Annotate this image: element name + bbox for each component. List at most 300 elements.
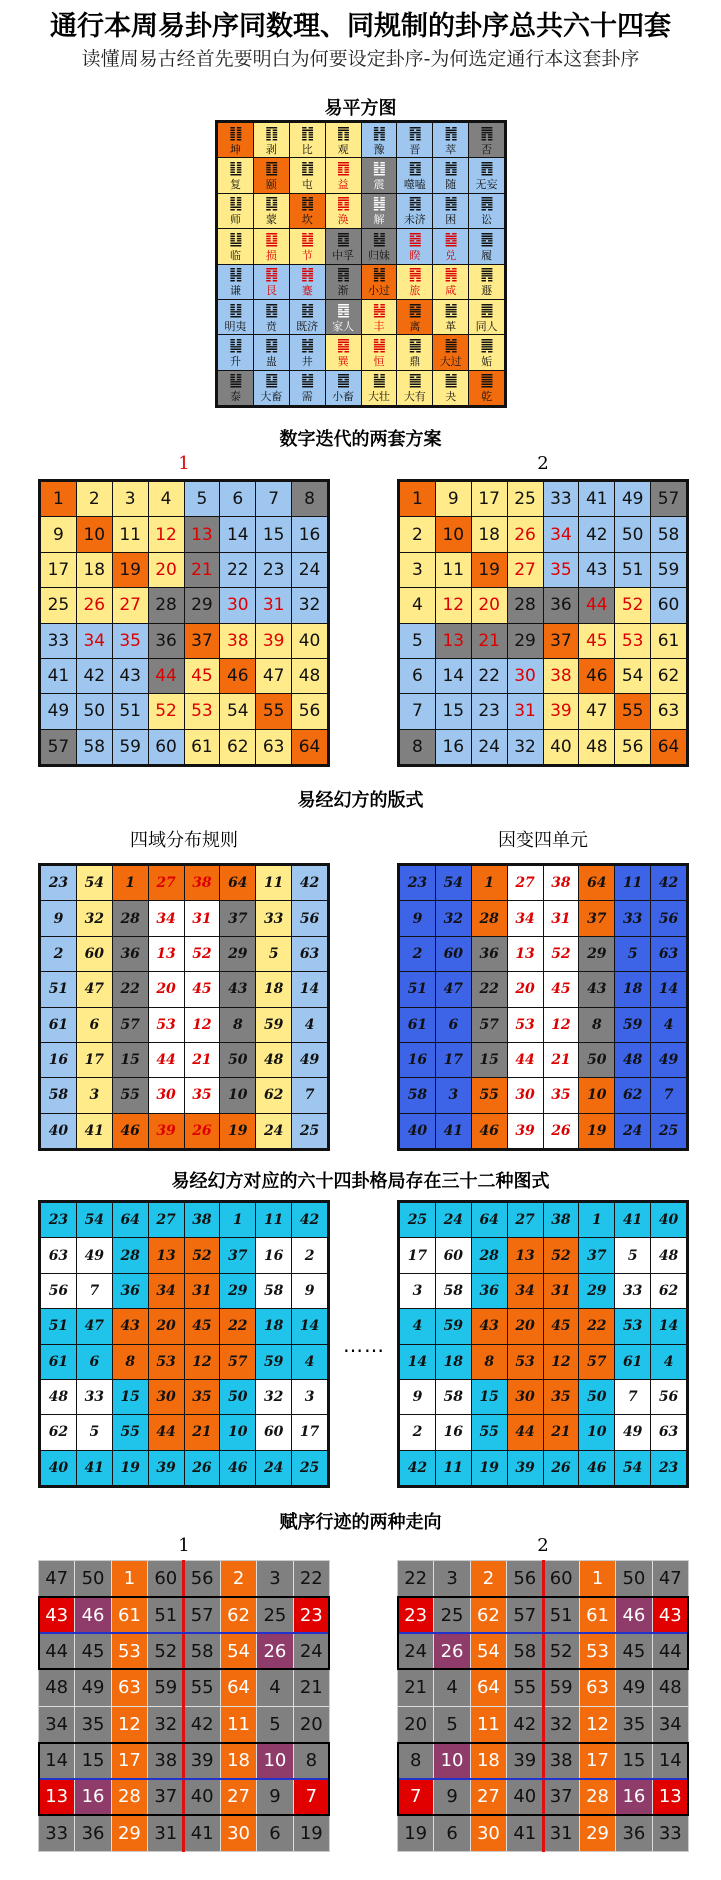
magic-number-cell: 2 xyxy=(400,937,435,971)
number-cell: 56 xyxy=(615,730,650,764)
path-number-cell: 42 xyxy=(507,1707,542,1742)
number-cell: 23 xyxy=(256,553,291,587)
magic-number-cell: 27 xyxy=(149,866,184,900)
hexagram-name: 丰 xyxy=(373,319,385,333)
hexagram-cell xyxy=(290,123,325,157)
form-number-cell: 41 xyxy=(615,1203,650,1237)
number-cell: 7 xyxy=(400,694,435,728)
hexagram-symbol: ䷌ xyxy=(480,300,493,319)
path-number-cell: 12 xyxy=(580,1707,615,1742)
form-number-cell: 58 xyxy=(436,1274,471,1308)
hexagram-cell xyxy=(218,158,253,192)
path-number-cell: 24 xyxy=(294,1634,329,1669)
path-number-cell: 10 xyxy=(434,1743,469,1778)
path-number-cell: 15 xyxy=(616,1743,651,1778)
number-cell: 33 xyxy=(544,482,579,516)
form-number-cell: 24 xyxy=(256,1451,291,1485)
number-cell: 28 xyxy=(508,588,543,622)
path-number-cell: 1 xyxy=(112,1561,147,1596)
hexagram-name: 豫 xyxy=(373,142,385,156)
hexagram-name: 临 xyxy=(229,248,241,262)
form-number-cell: 26 xyxy=(544,1451,579,1485)
path-number-cell: 28 xyxy=(580,1779,615,1814)
path-number-cell: 39 xyxy=(185,1743,220,1778)
form-number-cell: 55 xyxy=(113,1415,148,1449)
hexagram-cell xyxy=(326,335,361,369)
hexagram-name: 革 xyxy=(445,319,457,333)
magic-number-cell: 47 xyxy=(77,972,112,1006)
number-cell: 56 xyxy=(292,694,327,728)
number-cell: 31 xyxy=(256,588,291,622)
hexagram-cell xyxy=(362,123,397,157)
form-number-cell: 27 xyxy=(508,1203,543,1237)
form-number-cell: 34 xyxy=(149,1274,184,1308)
form-number-cell: 64 xyxy=(113,1203,148,1237)
path-number-cell: 21 xyxy=(398,1670,433,1705)
main-title: 通行本周易卦序同数理、同规制的卦序总共六十四套 xyxy=(50,11,671,42)
number-cell: 31 xyxy=(508,694,543,728)
number-cell: 20 xyxy=(149,553,184,587)
hexagram-cell xyxy=(469,194,504,228)
form-number-cell: 23 xyxy=(41,1203,76,1237)
hexagram-name: 渐 xyxy=(337,284,349,298)
hexagram-name: 明夷 xyxy=(224,319,247,333)
magic-number-cell: 18 xyxy=(256,972,291,1006)
hexagram-symbol: ䷸ xyxy=(336,335,350,354)
path-number-cell: 5 xyxy=(434,1707,469,1742)
number-cell: 35 xyxy=(113,624,148,658)
number-cell: 12 xyxy=(436,588,471,622)
hexagram-name: 解 xyxy=(373,213,385,227)
path-1-label: 1 xyxy=(178,1535,190,1556)
number-cell: 30 xyxy=(508,659,543,693)
number-cell: 46 xyxy=(579,659,614,693)
form-number-cell: 12 xyxy=(185,1345,220,1379)
hexagram-symbol: ䷨ xyxy=(265,229,278,248)
form-number-cell: 22 xyxy=(220,1309,255,1343)
hexagram-name: 同人 xyxy=(475,319,498,333)
path-number-cell: 11 xyxy=(471,1707,506,1742)
path-number-cell: 56 xyxy=(185,1561,220,1596)
magic-number-cell: 30 xyxy=(149,1078,184,1112)
hexagram-symbol: ䷀ xyxy=(480,371,493,390)
hexagram-cell xyxy=(433,229,468,263)
path-number-cell: 45 xyxy=(75,1634,110,1669)
plan-1-label: 1 xyxy=(178,453,190,474)
path-number-cell: 33 xyxy=(653,1816,688,1851)
hexagram-cell xyxy=(397,194,432,228)
hexagram-name: 颐 xyxy=(265,178,277,192)
magic-number-cell: 56 xyxy=(651,901,686,935)
hexagram-symbol: ䷾ xyxy=(300,300,314,319)
path-number-cell: 7 xyxy=(294,1779,329,1814)
form-number-cell: 28 xyxy=(472,1238,507,1272)
form-number-cell: 17 xyxy=(400,1238,435,1272)
path-number-cell: 58 xyxy=(507,1634,542,1669)
subtitle: 读懂周易古经首先要明白为何要设定卦序-为何选定通行本这套卦序 xyxy=(81,48,640,70)
number-cell: 3 xyxy=(400,553,435,587)
form-number-cell: 7 xyxy=(615,1380,650,1414)
hexagram-square-grid xyxy=(215,120,507,408)
hexagram-cell xyxy=(326,229,361,263)
hexagram-cell xyxy=(397,229,432,263)
hexagram-name: 涣 xyxy=(337,213,349,227)
hexagram-cell xyxy=(290,335,325,369)
magic-number-cell: 54 xyxy=(77,866,112,900)
magic-number-cell: 52 xyxy=(544,937,579,971)
number-cell: 13 xyxy=(185,517,220,551)
magic-number-cell: 3 xyxy=(77,1078,112,1112)
hexagram-symbol: ䷓ xyxy=(336,123,350,142)
hexagram-symbol: ䷷ xyxy=(408,265,422,284)
forms-title: 易经幻方对应的六十四卦格局存在三十二种图式 xyxy=(171,1171,550,1192)
magic-number-cell: 15 xyxy=(113,1043,148,1077)
magic-number-cell: 34 xyxy=(508,901,543,935)
magic-number-cell: 55 xyxy=(472,1078,507,1112)
hexagram-name: 旅 xyxy=(409,284,421,298)
magic-number-cell: 52 xyxy=(185,937,220,971)
hexagram-symbol: ䷔ xyxy=(408,159,422,178)
form-number-cell: 46 xyxy=(579,1451,614,1485)
magic-number-cell: 28 xyxy=(472,901,507,935)
path-number-cell: 26 xyxy=(434,1634,469,1669)
hexagram-cell xyxy=(433,371,468,405)
form-number-cell: 7 xyxy=(77,1274,112,1308)
hexagram-symbol: ䷇ xyxy=(300,123,314,142)
number-cell: 22 xyxy=(220,553,255,587)
path-number-cell: 36 xyxy=(75,1816,110,1851)
number-cell: 52 xyxy=(615,588,650,622)
magic-number-cell: 39 xyxy=(508,1114,543,1148)
hexagram-name: 兑 xyxy=(445,248,457,262)
magic-number-cell: 33 xyxy=(256,901,291,935)
magic-number-cell: 15 xyxy=(472,1043,507,1077)
lower-block-outline xyxy=(38,1742,330,1816)
form-number-cell: 37 xyxy=(579,1238,614,1272)
hexagram-cell xyxy=(362,335,397,369)
number-cell: 40 xyxy=(292,624,327,658)
form-number-cell: 61 xyxy=(41,1345,76,1379)
path-2-label: 2 xyxy=(537,1535,549,1556)
magic-number-cell: 21 xyxy=(185,1043,220,1077)
magic-number-cell: 63 xyxy=(651,937,686,971)
hexagram-symbol: ䷳ xyxy=(265,265,278,284)
number-cell: 58 xyxy=(77,730,112,764)
hexagram-cell xyxy=(433,158,468,192)
number-cell: 37 xyxy=(544,624,579,658)
path-number-cell: 18 xyxy=(471,1743,506,1778)
number-cell: 30 xyxy=(220,588,255,622)
hexagram-name: 遯 xyxy=(481,284,493,298)
path-number-cell: 55 xyxy=(507,1670,542,1705)
hexagram-name: 大畜 xyxy=(260,390,283,404)
magic-number-cell: 13 xyxy=(149,937,184,971)
hexagram-symbol: ䷵ xyxy=(372,229,386,248)
hexagram-symbol: ䷩ xyxy=(336,159,350,178)
hexagram-symbol: ䷼ xyxy=(336,229,350,248)
hexagram-symbol: ䷹ xyxy=(444,229,457,248)
form-number-cell: 11 xyxy=(436,1451,471,1485)
number-cell: 32 xyxy=(292,588,327,622)
number-cell: 19 xyxy=(472,553,507,587)
path-number-cell: 35 xyxy=(75,1707,110,1742)
hexagram-symbol: ䷤ xyxy=(336,300,350,319)
path-number-cell: 15 xyxy=(75,1743,110,1778)
hexagram-cell xyxy=(290,194,325,228)
magic-number-cell: 12 xyxy=(185,1008,220,1042)
path-number-cell: 30 xyxy=(471,1816,506,1851)
path-number-cell: 62 xyxy=(221,1597,256,1632)
hexagram-name: 复 xyxy=(229,178,241,192)
hexagram-symbol: ䷫ xyxy=(480,335,493,354)
path-number-cell: 12 xyxy=(112,1707,147,1742)
magic-number-cell: 9 xyxy=(400,901,435,935)
number-cell: 9 xyxy=(436,482,471,516)
magic-number-cell: 43 xyxy=(220,972,255,1006)
path-number-cell: 59 xyxy=(148,1670,183,1705)
path-number-cell: 60 xyxy=(544,1561,579,1596)
hexagram-cell xyxy=(218,371,253,405)
hexagram-symbol: ䷜ xyxy=(300,194,314,213)
form-number-cell: 30 xyxy=(508,1380,543,1414)
form-number-cell: 50 xyxy=(220,1380,255,1414)
magic-number-cell: 35 xyxy=(185,1078,220,1112)
magic-number-cell: 26 xyxy=(544,1114,579,1148)
path-number-cell: 32 xyxy=(148,1707,183,1742)
hexagram-name: 蛊 xyxy=(265,354,277,368)
hexagram-name: 师 xyxy=(229,213,241,227)
form-number-cell: 18 xyxy=(436,1345,471,1379)
magic-number-cell: 9 xyxy=(41,901,76,935)
number-cell: 19 xyxy=(113,553,148,587)
number-cell: 9 xyxy=(41,517,76,551)
number-cell: 24 xyxy=(472,730,507,764)
number-cell: 45 xyxy=(185,659,220,693)
form-number-cell: 10 xyxy=(220,1415,255,1449)
path-number-cell: 16 xyxy=(616,1779,651,1814)
number-cell: 46 xyxy=(220,659,255,693)
magic-number-cell: 8 xyxy=(579,1008,614,1042)
form-number-cell: 8 xyxy=(113,1345,148,1379)
hexagram-name: 小过 xyxy=(367,284,390,298)
hexagram-name: 坎 xyxy=(301,213,313,227)
number-cell: 38 xyxy=(544,659,579,693)
path-number-cell: 14 xyxy=(653,1743,688,1778)
magic-number-cell: 42 xyxy=(292,866,327,900)
hexagram-cell xyxy=(290,158,325,192)
path-number-cell: 39 xyxy=(507,1743,542,1778)
path-number-cell: 40 xyxy=(185,1779,220,1814)
magic-number-cell: 33 xyxy=(615,901,650,935)
magic-number-cell: 60 xyxy=(436,937,471,971)
hexagram-symbol: ䷬ xyxy=(444,123,457,142)
number-cell: 11 xyxy=(113,517,148,551)
magic-number-cell: 4 xyxy=(292,1008,327,1042)
path-number-cell: 64 xyxy=(221,1670,256,1705)
number-cell: 24 xyxy=(292,553,327,587)
magic-number-cell: 64 xyxy=(220,866,255,900)
hexagram-symbol: ䷘ xyxy=(480,159,493,178)
hexagram-symbol: ䷝ xyxy=(408,300,422,319)
form-number-cell: 27 xyxy=(149,1203,184,1237)
form-number-cell: 45 xyxy=(544,1309,579,1343)
magic-number-cell: 22 xyxy=(472,972,507,1006)
form-number-cell: 30 xyxy=(149,1380,184,1414)
form-number-cell: 13 xyxy=(149,1238,184,1272)
number-cell: 45 xyxy=(579,624,614,658)
number-cell: 41 xyxy=(579,482,614,516)
forms-right-grid xyxy=(397,1200,689,1488)
hexagram-cell xyxy=(362,371,397,405)
lower-block-outline xyxy=(397,1742,689,1816)
magic-number-cell: 24 xyxy=(615,1114,650,1148)
form-number-cell: 23 xyxy=(651,1451,686,1485)
number-cell: 21 xyxy=(185,553,220,587)
number-cell: 34 xyxy=(544,517,579,551)
form-number-cell: 1 xyxy=(579,1203,614,1237)
form-number-cell: 53 xyxy=(508,1345,543,1379)
magic-number-cell: 60 xyxy=(77,937,112,971)
path-number-cell: 51 xyxy=(148,1597,183,1632)
magic-number-cell: 59 xyxy=(615,1008,650,1042)
number-cell: 25 xyxy=(41,588,76,622)
magic-number-cell: 48 xyxy=(256,1043,291,1077)
path-number-cell: 8 xyxy=(294,1743,329,1778)
hexagram-cell xyxy=(397,300,432,334)
hexagram-cell xyxy=(290,300,325,334)
hexagram-cell xyxy=(218,229,253,263)
path-number-cell: 1 xyxy=(580,1561,615,1596)
magic-number-cell: 19 xyxy=(579,1114,614,1148)
hexagram-symbol: ䷢ xyxy=(408,123,422,142)
form-number-cell: 4 xyxy=(292,1345,327,1379)
number-cell: 53 xyxy=(615,624,650,658)
hexagram-cell xyxy=(254,371,289,405)
hexagram-cell xyxy=(254,229,289,263)
hexagram-symbol: ䷪ xyxy=(444,371,457,390)
magic-number-cell: 39 xyxy=(149,1114,184,1148)
magic-number-cell: 36 xyxy=(472,937,507,971)
path-number-cell: 57 xyxy=(185,1597,220,1632)
hexagram-cell xyxy=(362,265,397,299)
hexagram-cell xyxy=(433,335,468,369)
iteration-plan-2-grid xyxy=(397,479,689,767)
number-cell: 8 xyxy=(400,730,435,764)
path-number-cell: 34 xyxy=(39,1707,74,1742)
path-number-cell: 62 xyxy=(471,1597,506,1632)
number-cell: 18 xyxy=(472,517,507,551)
path-number-cell: 51 xyxy=(544,1597,579,1632)
hexagram-symbol: ䷿ xyxy=(408,194,422,213)
number-cell: 61 xyxy=(651,624,686,658)
hexagram-cell xyxy=(397,123,432,157)
path-number-cell: 47 xyxy=(653,1561,688,1596)
form-number-cell: 47 xyxy=(77,1309,112,1343)
magic-number-cell: 58 xyxy=(41,1078,76,1112)
form-number-cell: 53 xyxy=(615,1309,650,1343)
hexagram-symbol: ䷲ xyxy=(372,159,386,178)
form-number-cell: 38 xyxy=(185,1203,220,1237)
form-number-cell: 52 xyxy=(185,1238,220,1272)
magic-square-four-units-grid xyxy=(397,863,689,1151)
form-number-cell: 8 xyxy=(472,1345,507,1379)
number-cell: 48 xyxy=(579,730,614,764)
form-number-cell: 52 xyxy=(544,1238,579,1272)
number-cell: 61 xyxy=(185,730,220,764)
path-number-cell: 44 xyxy=(39,1634,74,1669)
magic-number-cell: 11 xyxy=(256,866,291,900)
number-cell: 50 xyxy=(77,694,112,728)
hexagram-cell xyxy=(433,123,468,157)
hexagram-symbol: ䷮ xyxy=(444,194,457,213)
number-cell: 22 xyxy=(472,659,507,693)
hexagram-name: 噬嗑 xyxy=(403,178,426,192)
magic-number-cell: 44 xyxy=(508,1043,543,1077)
magic-number-cell: 48 xyxy=(615,1043,650,1077)
hexagram-cell xyxy=(290,371,325,405)
hexagram-symbol: ䷂ xyxy=(300,159,314,178)
number-cell: 60 xyxy=(651,588,686,622)
magic-number-cell: 62 xyxy=(256,1078,291,1112)
hexagram-symbol: ䷃ xyxy=(265,194,278,213)
number-cell: 17 xyxy=(472,482,507,516)
path-number-cell: 22 xyxy=(294,1561,329,1596)
hexagram-symbol: ䷊ xyxy=(229,371,242,390)
hexagram-symbol: ䷟ xyxy=(372,335,386,354)
path-number-cell: 58 xyxy=(185,1634,220,1669)
magic-number-cell: 36 xyxy=(113,937,148,971)
number-cell: 50 xyxy=(615,517,650,551)
form-number-cell: 31 xyxy=(185,1274,220,1308)
form-number-cell: 42 xyxy=(292,1203,327,1237)
path-number-cell: 5 xyxy=(257,1707,292,1742)
hexagram-cell xyxy=(218,194,253,228)
magic-number-cell: 57 xyxy=(113,1008,148,1042)
magic-number-cell: 41 xyxy=(77,1114,112,1148)
magic-number-cell: 26 xyxy=(185,1114,220,1148)
hexagram-name: 未济 xyxy=(403,213,426,227)
number-cell: 15 xyxy=(436,694,471,728)
form-number-cell: 6 xyxy=(77,1345,112,1379)
path-number-cell: 6 xyxy=(434,1816,469,1851)
number-cell: 62 xyxy=(651,659,686,693)
hexagram-cell xyxy=(326,265,361,299)
magic-number-cell: 37 xyxy=(220,901,255,935)
path-number-cell: 9 xyxy=(434,1779,469,1814)
hexagram-cell xyxy=(254,335,289,369)
hexagram-name: 乾 xyxy=(481,390,493,404)
path-number-cell: 20 xyxy=(294,1707,329,1742)
hexagram-symbol: ䷽ xyxy=(372,265,386,284)
hexagram-symbol: ䷅ xyxy=(480,194,493,213)
form-number-cell: 3 xyxy=(400,1274,435,1308)
number-cell: 49 xyxy=(41,694,76,728)
hexagram-symbol: ䷒ xyxy=(229,229,242,248)
hexagram-cell xyxy=(326,194,361,228)
form-number-cell: 28 xyxy=(113,1238,148,1272)
number-cell: 43 xyxy=(113,659,148,693)
number-cell: 26 xyxy=(508,517,543,551)
path-left-wrapper xyxy=(38,1560,330,1852)
form-number-cell: 40 xyxy=(651,1203,686,1237)
path-number-cell: 56 xyxy=(507,1561,542,1596)
number-cell: 55 xyxy=(256,694,291,728)
upper-block-outline xyxy=(397,1596,689,1670)
form-number-cell: 39 xyxy=(149,1451,184,1485)
magic-number-cell: 27 xyxy=(508,866,543,900)
ms-right-label: 因变四单元 xyxy=(498,830,588,851)
path-number-cell: 21 xyxy=(294,1670,329,1705)
